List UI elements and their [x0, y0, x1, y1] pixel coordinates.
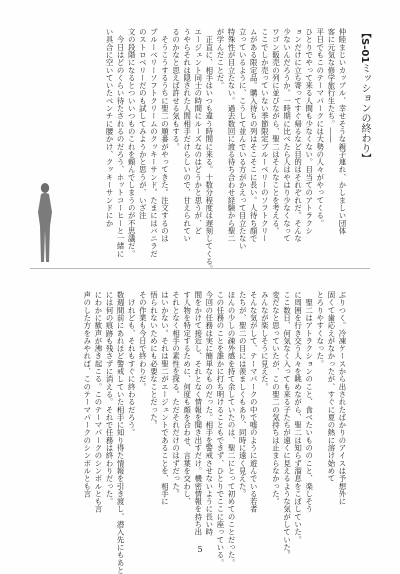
text-line: とろりやすくなった。	[315, 291, 325, 368]
text-line: 数週間前にあれほど警戒していた相手に知り得た情報を引き渡し、潜入先にもあと	[116, 291, 126, 574]
text-line: い具合に空いていたベンチに腰かけ、クッキーサンドにか	[105, 28, 115, 227]
text-line: 悟られないためにも必要なことだった。	[149, 291, 159, 429]
text-line: るのかなと思えば許せる気もする。	[171, 28, 181, 151]
silhouette-figure-icon	[33, 182, 57, 264]
text-line: ほんの少しの疎外感を持て余していたのは、聖二にとって初めてのことだった。	[227, 291, 237, 567]
text-line: 間をかけて接近し、それとなく情報を聞き出すだけ。機密情報を持ち出	[193, 291, 203, 536]
text-line: 客に元気な修学旅行生たち。――	[326, 28, 336, 143]
text-line: 仲睦まじいカップル、幸せそうな親子連れ、かしましい団体	[338, 28, 347, 235]
text-line: うやらそれは隠された人間相手だけらしいので、甘えられてい	[182, 28, 192, 243]
text-line: 今回の任務は実に簡単なものだった。相手を警戒させないように長い時	[204, 291, 214, 536]
text-line: それとなく相手の素性を探る。ただそれだけのはずだった。	[171, 291, 181, 498]
text-line: には何の痕跡も残さずに消える。それで任務は終わりだった。	[105, 291, 115, 506]
text-line: そんな気がして、テーマパークの中で嘘のように遊んでいる若者	[249, 291, 259, 513]
text-line: が学んだことだ。	[215, 28, 225, 90]
text-line: ぶりつく。冷凍ケースから出されたばかりのアイスは予想外に	[338, 291, 347, 506]
text-line: みんなが楽しそうに見えた。	[260, 291, 270, 391]
text-line: はいかない。それは聖二がエージェントであることを、相手に	[160, 291, 170, 506]
text-line: その作業も今日で終わりだ。	[138, 291, 148, 391]
text-line: そうこうするうちに聖二の順番がやってきた。注文するのは	[160, 28, 170, 243]
text-line: 声のした方をみやれば、このテーマパークのシンボルとも言	[82, 291, 92, 498]
text-line: ョンだけに立ち寄ってすぐ帰るなど目的はそれぞれだ。そんな	[293, 28, 303, 243]
text-line: 文の段階になるとついいつものこれを頼んでしまうのが不思議だ。	[127, 28, 137, 258]
text-line: ここ数日、何気なく入っても来る子たちが遠くに見えるような気がしていた。	[282, 291, 292, 559]
text-line: ワゴン販売の列に並びながら、聖二はそんなことを考える。	[271, 28, 281, 235]
text-line: 少ないんだろうか。一時期に比べたら人はやはり少なくなって	[282, 28, 292, 243]
text-line: に周囲を行き交う人々を眺めながら、聖二は知らず溜息をこぼしていた。	[293, 291, 303, 544]
text-line: 正直に、相手はいつも違う時間に来る。十数分程度は遅刻してくる。	[204, 28, 214, 273]
text-line: ひとりでやって来る人間も少なくない。目当てのアトラクシ	[304, 28, 314, 235]
chapter-heading	[358, 28, 370, 163]
text-line: この任務のことを誰かに打ち明けることもできず、ひとりでここに座っている。	[215, 291, 225, 567]
text-line: ブルーベリーソフトクリームのクッキーサンド。たまにはバニラだ	[149, 28, 159, 258]
text-line: けれども、それもすぐに終わるだろう。	[127, 291, 137, 437]
text-line: にわかに歓声が沸き起こる。このテーマパークのシンボルとも言	[93, 291, 103, 513]
chapter-title: ミッションの終わり】	[359, 63, 370, 164]
body-text-upper	[104, 28, 348, 273]
text-line: 特殊性が目立たない。過去数回に渡る待ち合わせ経験から聖二	[227, 28, 237, 243]
text-line: ここでしか売っていない季節限定ブルーベリーのソフトクリー	[260, 28, 270, 243]
text-line: 変だなと思っていたが、この聖二の気持ちは止まらなかった。	[271, 291, 281, 506]
text-line: 立っているように、こうして並んでいる方がかえって目立たない	[238, 28, 248, 250]
text-line: 平日でもこのテーマパークには大勢の人々がやってくる。	[315, 28, 325, 227]
text-line: す人物を特定するために、何度も顔を合わせ、言葉を交わし、	[182, 291, 192, 506]
text-line: 聖二はアトラクションのこと、食べたいもののこと、楽しそう	[304, 291, 314, 513]
text-line: のストロベリーだのも試してみようかと思うが、いざ注	[138, 28, 148, 220]
body-text-lower	[82, 291, 348, 574]
text-line: 固くて歯応えがなかったが、すぐに夏の熱に溶け始めて	[326, 291, 336, 483]
text-line: たちが、聖二の目には羨ましくもあり、同時に遠く見えた。	[238, 291, 248, 498]
section-divider	[30, 268, 370, 269]
text-line: ムがある限定品。購入待ちの列はそこそこに長い。人待ち顔で	[249, 28, 259, 243]
text-line: エージェント同士の時間にルーズなのはどうかと思うが、ど	[193, 28, 203, 235]
text-line: 今日はどのくらい待たされるのだろう、ホットコーヒーと一緒に	[116, 28, 126, 258]
page-number: 5	[197, 545, 203, 554]
chapter-code: 【S-01	[359, 28, 370, 64]
